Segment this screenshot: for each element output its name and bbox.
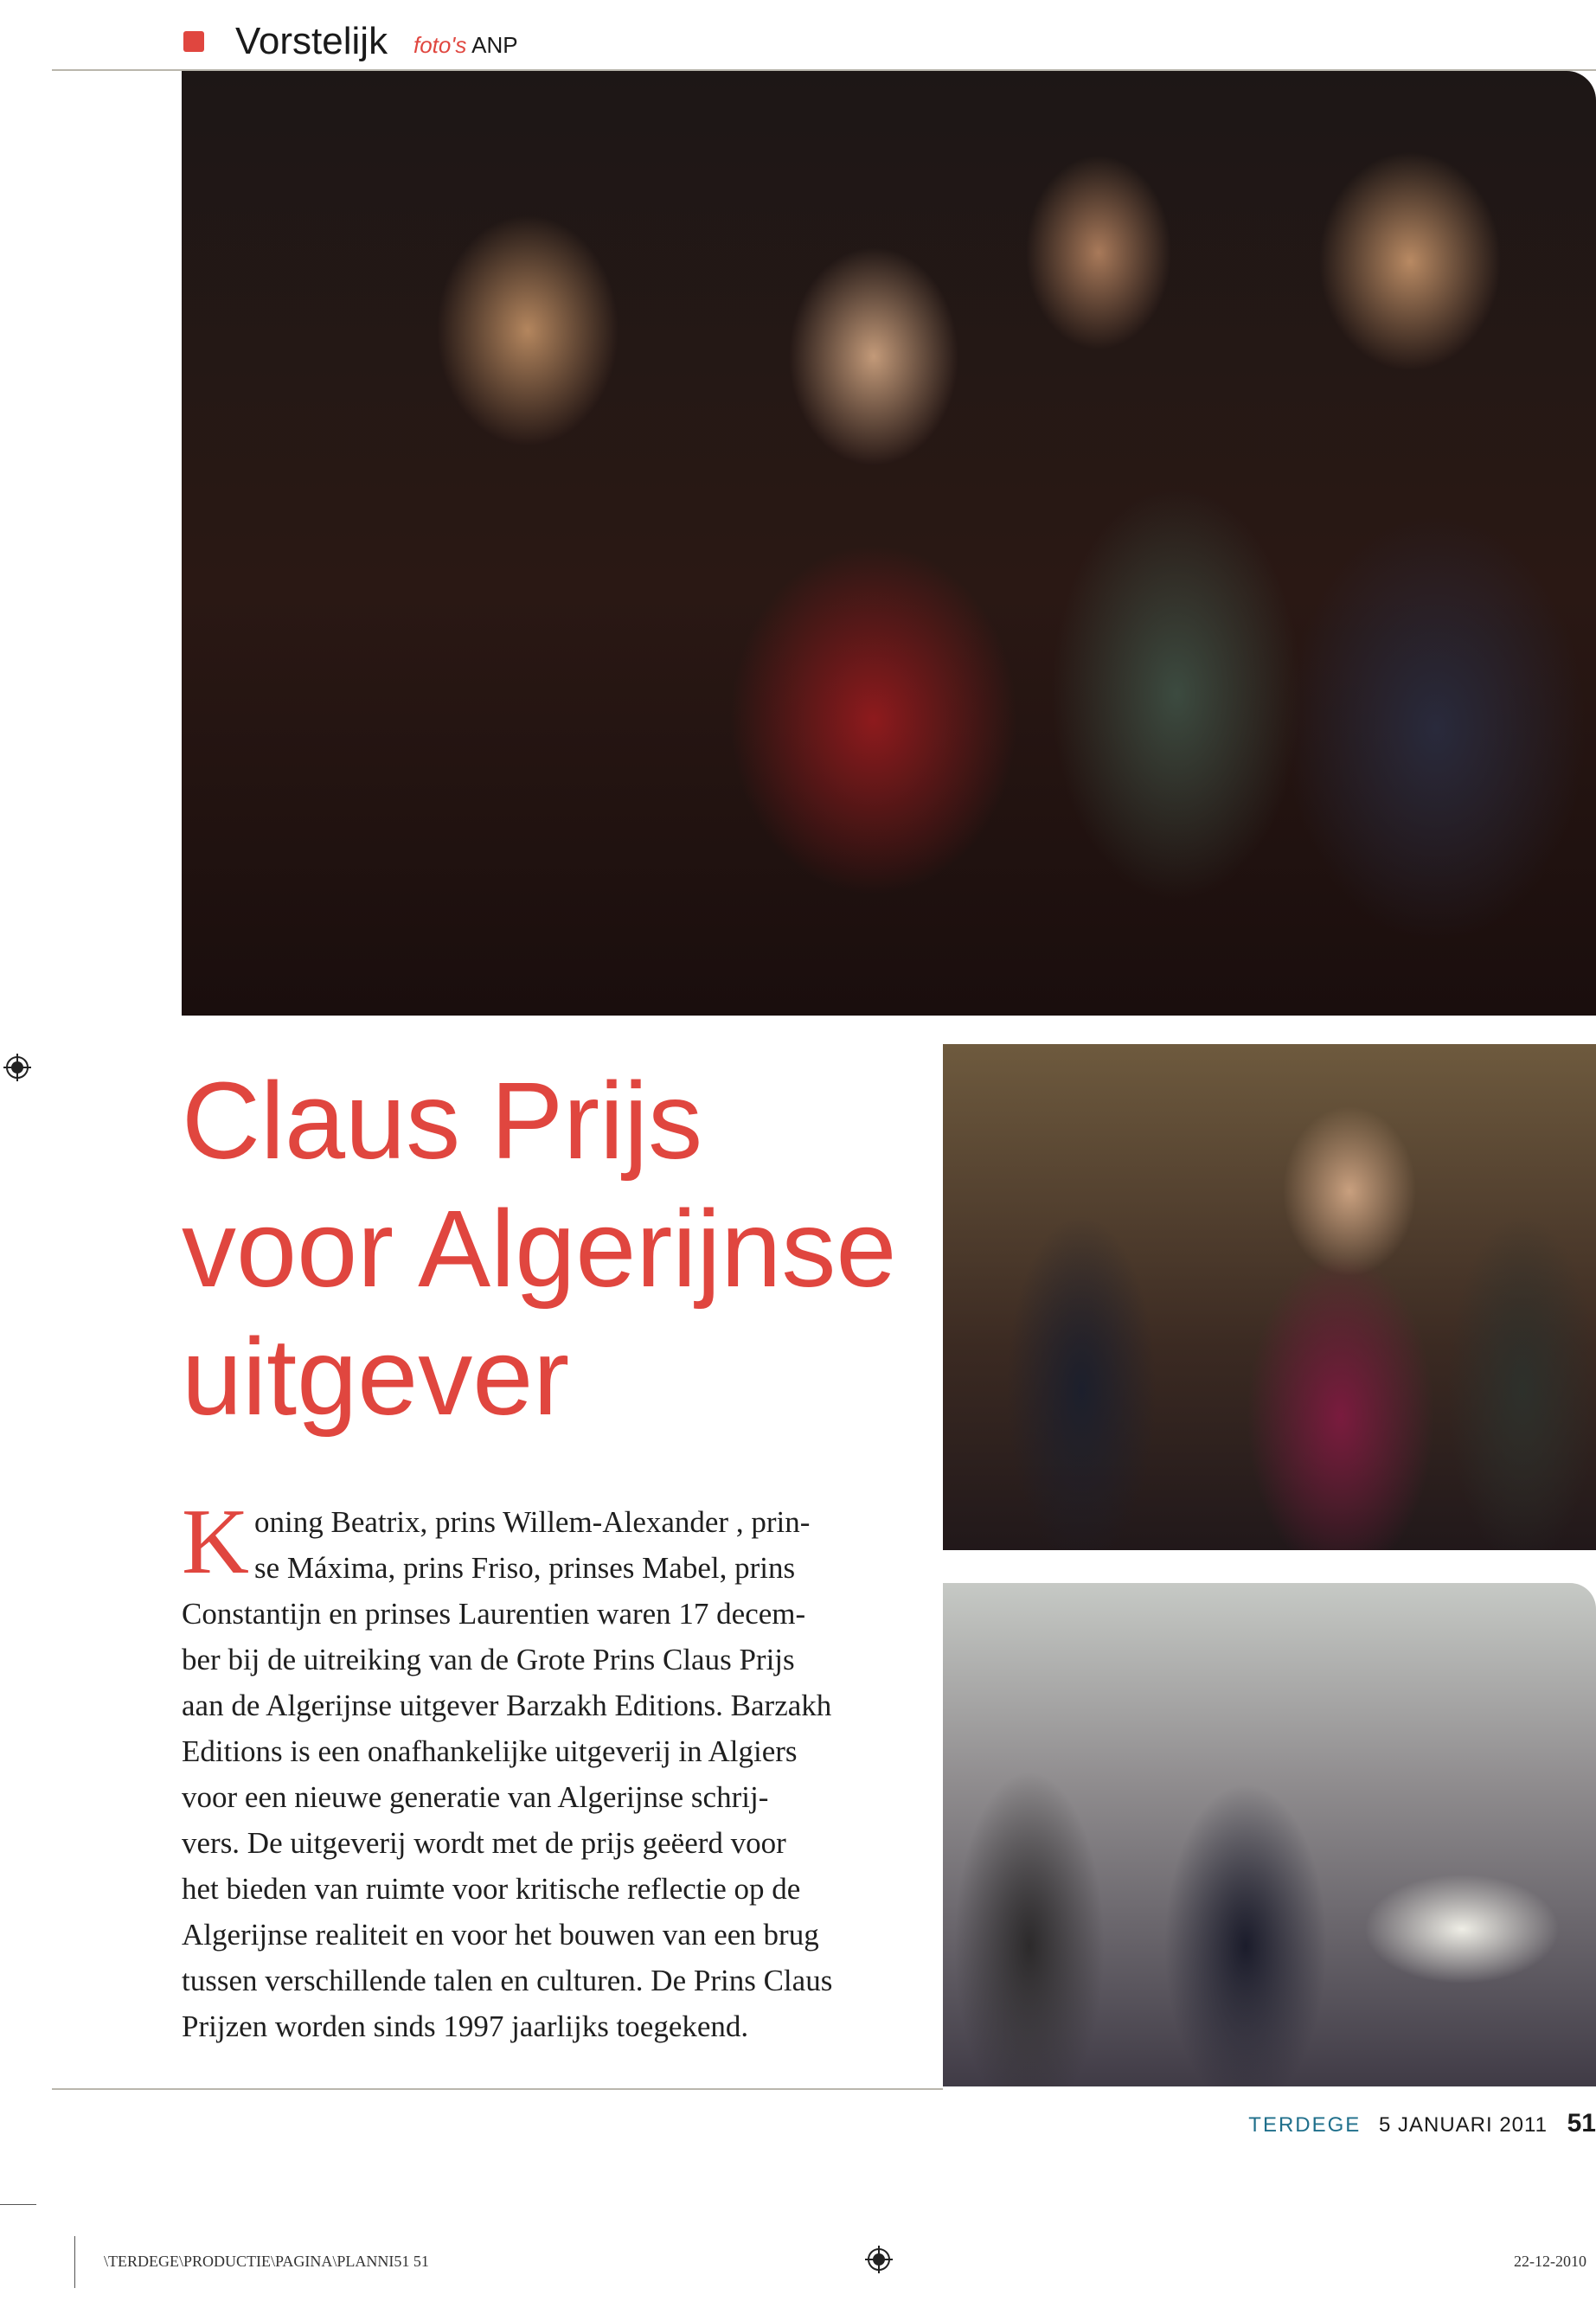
main-photo	[182, 71, 1596, 1016]
headline-line: voor Algerijnse	[182, 1188, 897, 1310]
trim-mark	[0, 2204, 36, 2205]
body-line: ber bij de uitreiking van de Grote Prins Claus Prijs	[182, 1643, 795, 1676]
body-line: voor een nieuwe generatie van Algerijnse schrij-	[182, 1780, 769, 1814]
section-title: Vorstelijk	[235, 20, 388, 62]
body-line: oning Beatrix, prins Willem-Alexander , prin-	[254, 1505, 811, 1539]
side-photo-top	[943, 1044, 1596, 1550]
section-marker-square	[183, 31, 204, 52]
page-footer	[1248, 2109, 1596, 2140]
article-body	[182, 1490, 934, 2049]
issue-date: 5 JANUARI 2011	[1378, 2113, 1548, 2137]
photo-credit	[413, 29, 518, 61]
body-line: vers. De uitgeverij wordt met de prijs geëerd voor	[182, 1826, 786, 1860]
side-photo-bottom	[943, 1583, 1596, 2086]
registration-mark-icon	[865, 2246, 893, 2273]
body-line: tussen verschillende talen en culturen. De Prins Claus	[182, 1964, 833, 1997]
drop-cap: K	[182, 1490, 249, 1593]
body-line: het bieden van ruimte voor kritische reflectie op de	[182, 1872, 801, 1906]
body-line: Prijzen worden sinds 1997 jaarlijks toegekend.	[182, 2009, 749, 2043]
body-line: Algerijnse realiteit en voor het bouwen van een brug	[182, 1918, 819, 1952]
photo-credit-label: foto's	[413, 32, 467, 58]
trim-mark	[74, 2236, 75, 2288]
photo-credit-agency: ANP	[471, 32, 518, 58]
registration-mark-icon	[3, 1054, 31, 1081]
headline-line: uitgever	[182, 1316, 570, 1438]
magazine-name: TERDEGE	[1248, 2113, 1362, 2137]
body-line: aan de Algerijnse uitgever Barzakh Editions. Barzakh	[182, 1689, 832, 1722]
body-line: Constantijn en prinses Laurentien waren 17 decem-	[182, 1597, 806, 1631]
body-line: se Máxima, prins Friso, prinses Mabel, prins	[254, 1551, 796, 1585]
print-slug-path: \TERDEGE\PRODUCTIE\PAGINA\PLANNI51 51	[104, 2253, 429, 2270]
bottom-rule	[52, 2088, 943, 2090]
print-slug-date: 22-12-2010	[1514, 2253, 1586, 2270]
body-line: Editions is een onafhankelijke uitgeverij in Algiers	[182, 1734, 798, 1768]
article-headline	[182, 1057, 943, 1441]
headline-line: Claus Prijs	[182, 1060, 703, 1182]
page-number: 51	[1567, 2109, 1596, 2138]
